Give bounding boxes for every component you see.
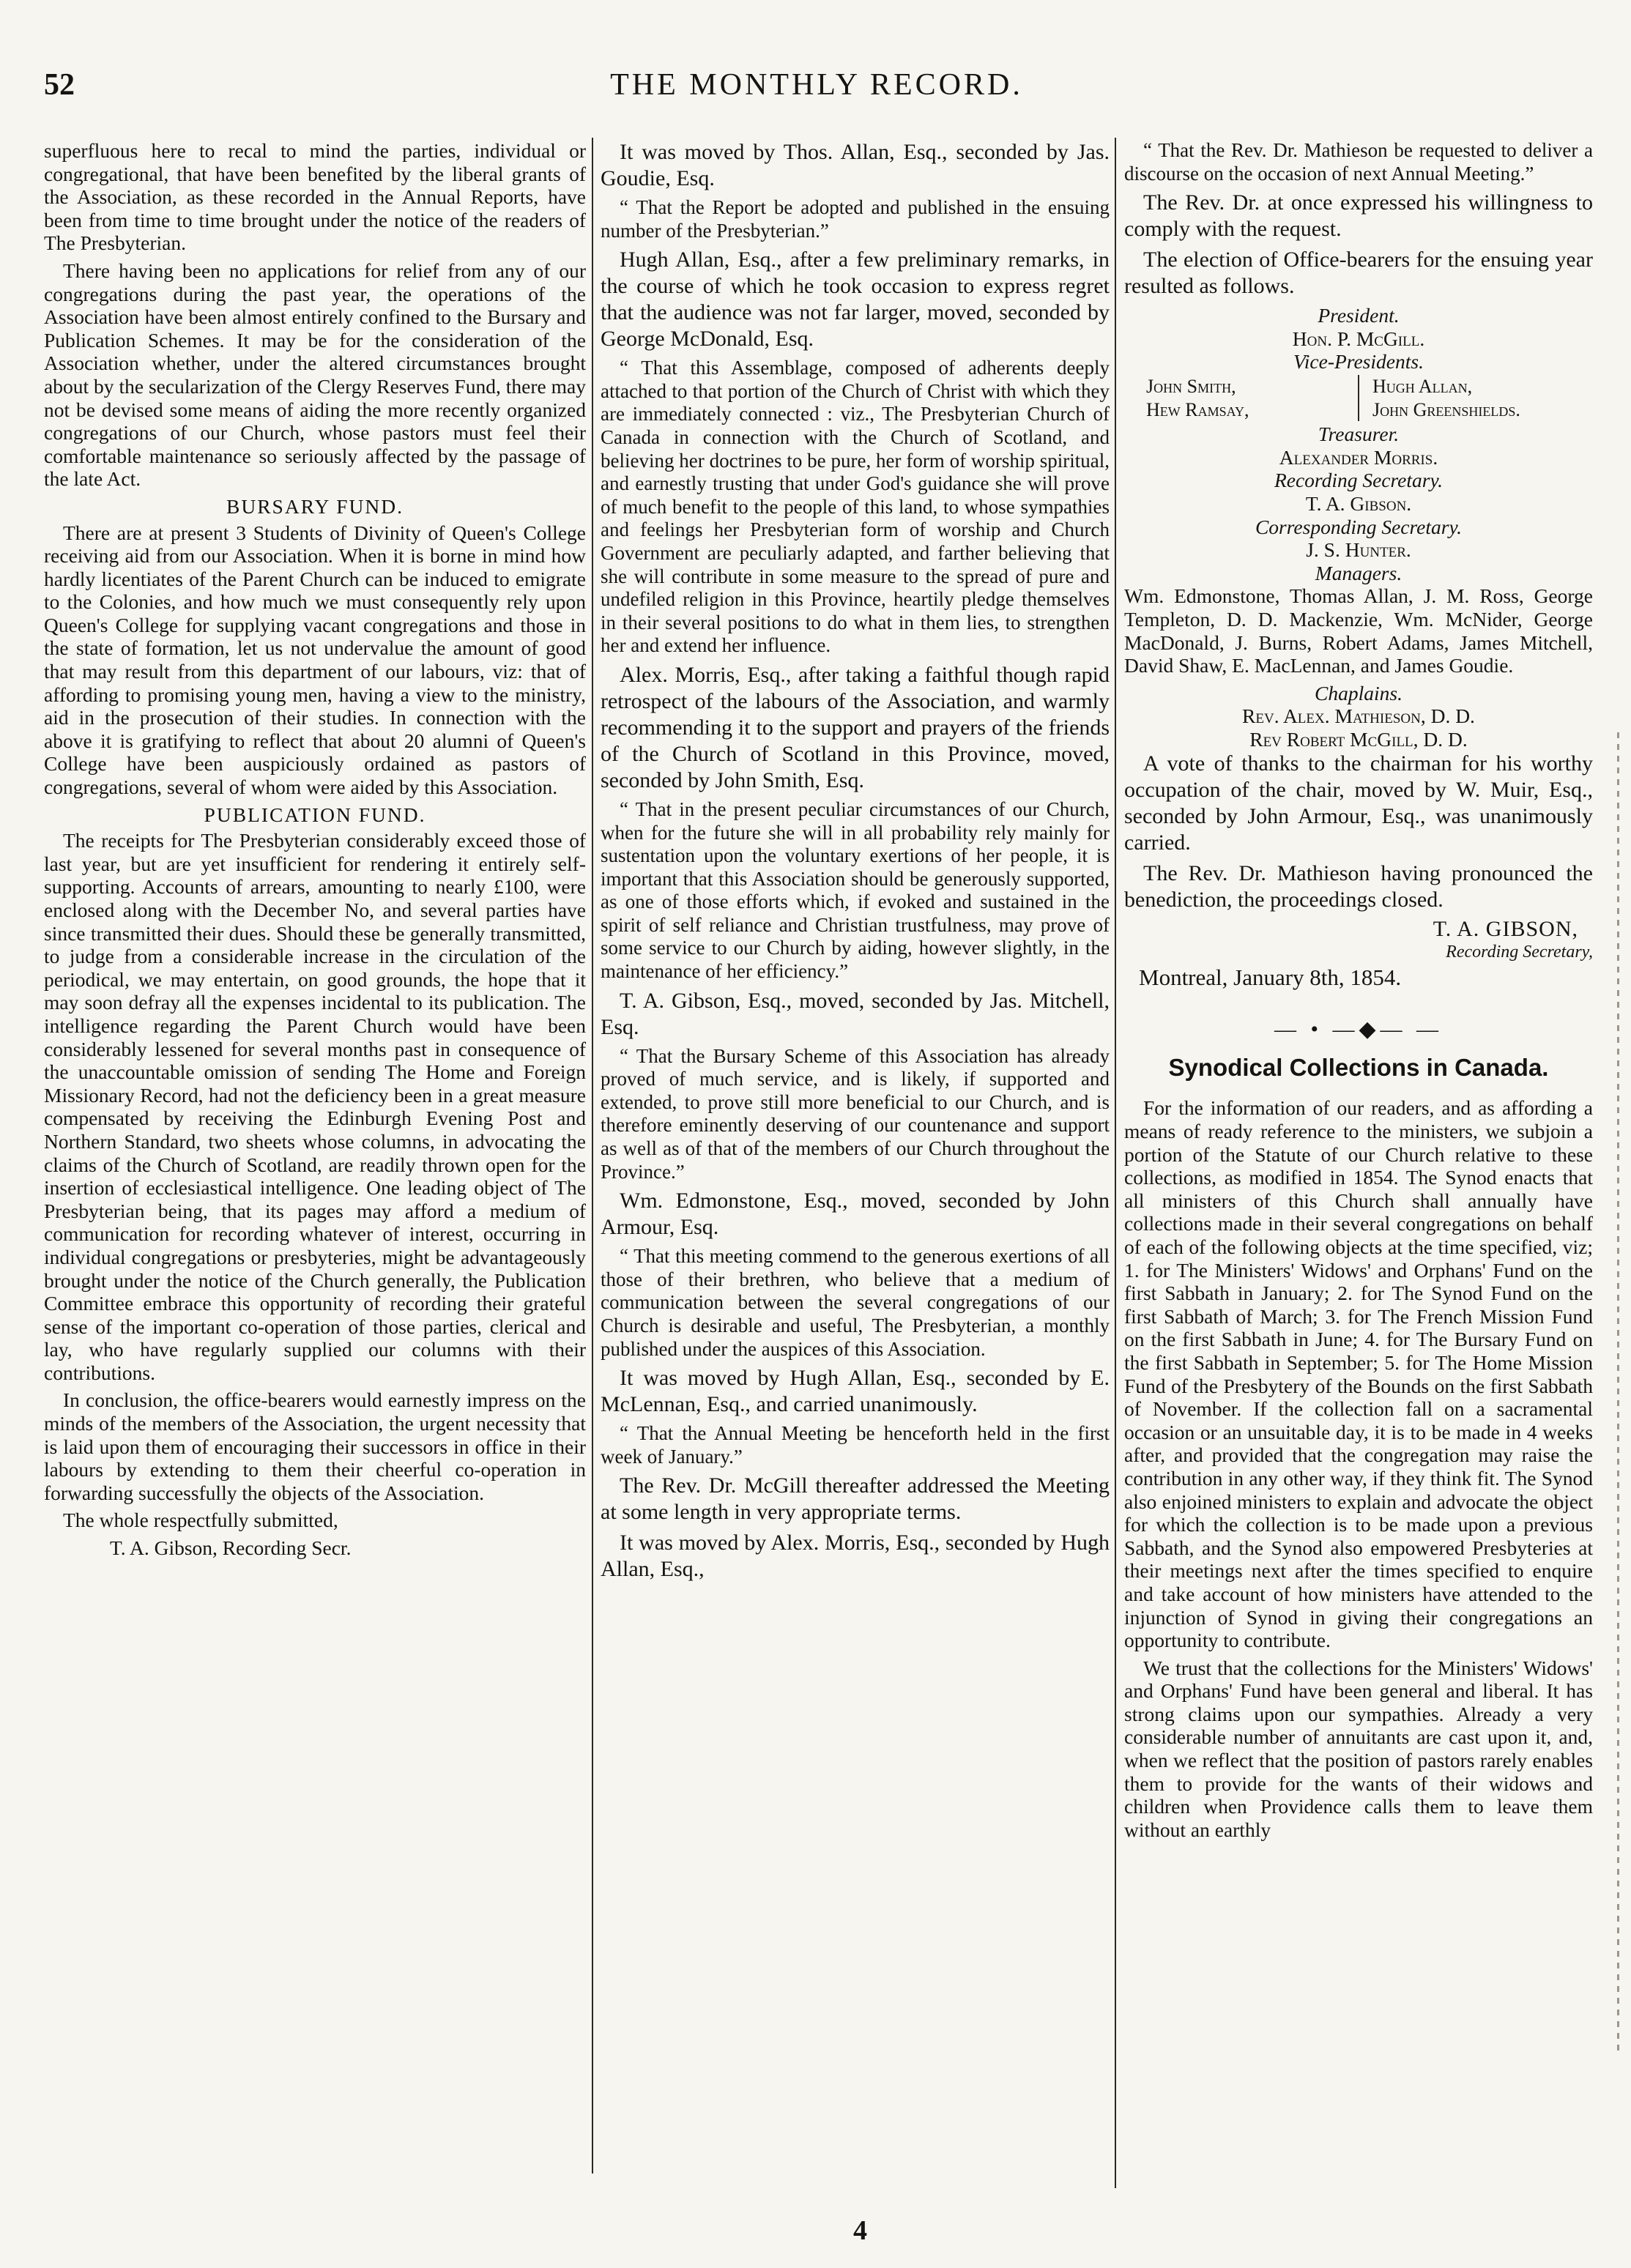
paragraph: We trust that the collections for the Ministers' Widows' and Orphans' Fund have been general and liberal. It has strong claims upon our sympathies. Already a very considerable number of annuitants are cast upon it, and, when we reflect that the position of pastors rarely enables them to provide for the wants of their widows and children when Providence calls them to leave them without an earthly	[1124, 1656, 1593, 1841]
resolution: “ That in the present peculiar circumstances of our Church, when for the future she will in all probability rely mainly for sustentation upon the voluntary exertions of her people, it is important that this Association should be generously supported, as one of those efforts which, if evoked and sustained in the spirit of self reliance and Christian trustfulness, may prove of some service to our Church by aiding, however slightly, in the maintenance of her efficiency.”	[601, 797, 1110, 983]
column-left	[44, 139, 586, 1564]
resolution: “ That the Annual Meeting be henceforth held in the first week of January.”	[601, 1422, 1110, 1468]
paragraph: The Rev. Dr. Mathieson having pronounced the benediction, the proceedings closed.	[1124, 861, 1593, 912]
officer-title: Chaplains.	[1315, 681, 1402, 704]
dateline: Montreal, January 8th, 1854.	[1139, 964, 1402, 990]
section-heading: PUBLICATION FUND.	[204, 803, 426, 826]
signature: T. A. Gibson, Recording Secr.	[110, 1536, 352, 1560]
officer-name: T. A. Gibson.	[1305, 491, 1412, 515]
officer-name: Hon. P. McGill.	[1292, 327, 1425, 350]
column-rule	[1115, 138, 1116, 2188]
section-heading: BURSARY FUND.	[226, 494, 404, 518]
paragraph: It was moved by Alex. Morris, Esq., seconded by Hugh Allan, Esq.,	[601, 1531, 1110, 1582]
paragraph: A vote of thanks to the chairman for his worthy occupation of the chair, moved by W. Muir, Esq., seconded by John Armour, Esq., was unanimously carried.	[1124, 751, 1593, 855]
officer-name: Alexander Morris.	[1279, 445, 1438, 469]
page-edge	[1617, 732, 1619, 2051]
divider	[1358, 375, 1359, 421]
paragraph: The whole respectfully submitted,	[63, 1509, 338, 1532]
paragraph: It was moved by Thos. Allan, Esq., seconded by Jas. Goudie, Esq.	[601, 140, 1110, 190]
signature: T. A. GIBSON,	[1433, 917, 1578, 942]
article-title: Synodical Collections in Canada.	[1168, 1053, 1549, 1081]
signature-title: Recording Secretary,	[1446, 942, 1593, 962]
paragraph: There having been no applications for relief from any of our congregations during the past year, the operations of the Association have been almost entirely confined to the Bursary and Publication Schemes. It may be for the consideration of the Association whether, under the altered circumstances brought about by the secularization of the Clergy Reserves Fund, there may not be devised some means of aiding the more recently organized congregations of our Church, whose pastors must feel their comfortable maintenance so seriously affected by the passage of the late Act.	[44, 259, 586, 491]
paragraph: Alex. Morris, Esq., after taking a faithful though rapid retrospect of the labours of the Association, and warmly recommending it to the support and prayers of the friends of the Church of Scotland in this Province, moved, seconded by John Smith, Esq.	[601, 662, 1110, 792]
signature-mark: 4	[853, 2215, 867, 2246]
paragraph: The election of Office-bearers for the ensuing year resulted as follows.	[1124, 248, 1593, 299]
officer-title: President.	[1318, 304, 1400, 327]
paragraph: Wm. Edmonstone, Esq., moved, seconded by John Armour, Esq.	[601, 1189, 1110, 1240]
managers-list: Wm. Edmonstone, Thomas Allan, J. M. Ross, George Templeton, D. D. Mackenzie, Wm. McNider, George MacDonald, J. Burns, Robert Adams, James Mitchell, David Shaw, E. MacLennan, and James Goudie.	[1124, 584, 1593, 677]
paragraph: The receipts for The Presbyterian considerably exceed those of last year, but are yet insufficient for rendering it entirely self-supporting. Accounts of arrears, amounting to nearly £100, were enclosed along with the December No, and several parties have since transmitted their dues. Should these be generally transmitted, to judge from a considerable increase in the circulation of the periodical, we may entertain, on good grounds, the hope that it may soon defray all the expenses incidental to its publication. The intelligence regarding the Parent Church would have been considerably lessened for several months past in consequence of the unaccountable omission of sending The Home and Foreign Missionary Record, had not the deficiency been in a great measure compensated by receiving the Edinburgh Evening Post and Northern Standard, two sheets whose columns, in advocating the claims of the Church of Scotland, are readily thrown open for the insertion of ecclesiastical intelligence. One leading object of The Presbyterian being, that its pages may afford a medium of communication for recording whatever of interest, occurring in individual congregations or presbyteries, might be advantageously brought under the notice of the Church generally, the Publication Committee embrace this opportunity of recording their grateful sense of the important co-operation of those parties, clerical and lay, who have regularly supplied our columns with their contributions.	[44, 829, 586, 1384]
officer-name: Hugh Allan,	[1372, 375, 1473, 397]
paragraph: For the information of our readers, and as affording a means of ready reference to the ministers, we subjoin a portion of the Statute of our Church relative to these collections, as modified in 1854. The Synod enacts that all ministers of this Church shall annually have collections made in their several congregations on behalf of each of the following objects at the time specified, viz; 1. for The Ministers' Widows' and Orphans' Fund on the first Sabbath in January; 2. for The Synod Fund on the first Sabbath of March; 3. for The French Mission Fund on the first Sabbath in June; 4. for The Bursary Fund on the first Sabbath in September; 5. for The Home Mission Fund of the Presbytery of the Bounds on the first Sabbath of November. If the collection fall on a sacramental occasion or an unsuitable day, it is to be made in 4 weeks after, and provided that the congregation may raise the contribution in any other way, if they think fit. The Synod also enjoined ministers to explain and advocate the object for which the collection is to be made upon a previous Sabbath, and the Synod also empowered Presbyteries at their meetings next after the times specified to enquire and take account of how ministers have attended to the injunction of Synod in giving their congregations an opportunity to contribute.	[1124, 1096, 1593, 1652]
resolution: “ That the Rev. Dr. Mathieson be requested to deliver a discourse on the occasion of next Annual Meeting.”	[1124, 139, 1593, 185]
page-number: 52	[44, 68, 75, 102]
officer-title: Treasurer.	[1318, 423, 1400, 446]
resolution: “ That this meeting commend to the generous exertions of all those of their brethren, who believe that a medium of communication between the several congregations of our Church is desirable and useful, The Presbyterian, a monthly published under the auspices of this Association.	[601, 1245, 1110, 1360]
officer-name: John Smith,	[1146, 375, 1236, 397]
officer-name: Hew Ramsay,	[1146, 398, 1249, 420]
officer-title: Managers.	[1315, 561, 1402, 584]
resolution: “ That this Assemblage, composed of adherents deeply attached to that portion of the Church of Christ with which they are immediately connected : viz., The Presbyterian Church of Canada in connection with the Church of Scotland, and believing her doctrines to be pure, her form of worship spiritual, and earnestly trusting that under God's guidance she will prove of much benefit to the people of this land, to whose sympathies and feelings her Presbyterian form of worship and Church Government are peculiarly adapted, and farther believing that she will contribute in some measure to the spread of pure and undefiled religion in this Province, heartily pledge themselves in their several positions to do what in them lies, to strengthen her and extend her influence.	[601, 357, 1110, 657]
ornament: — • —◆— —	[1274, 1017, 1444, 1042]
resolution: “ That the Bursary Scheme of this Association has already proved of much service, and is likely, if supported and extended, to prove still more beneficial to our Church, and is therefore eminently deserving of our countenance and support as well as of that of the members of our Church throughout the Province.”	[601, 1044, 1110, 1183]
paragraph: In conclusion, the office-bearers would earnestly impress on the minds of the members of the Association, the urgent necessity that is laid upon them of encouraging their successors in office in their labours by extending to them their cheerful co-operation in forwarding successfully the objects of the Association.	[44, 1388, 586, 1504]
vice-presidents	[1146, 375, 1571, 421]
paragraph: It was moved by Hugh Allan, Esq., seconded by E. McLennan, Esq., and carried unanimously.	[601, 1366, 1110, 1417]
officer-name: Rev. Alex. Mathieson, D. D.	[1242, 704, 1475, 728]
paragraph: T. A. Gibson, Esq., moved, seconded by Jas. Mitchell, Esq.	[601, 988, 1110, 1039]
officer-name: John Greenshields.	[1372, 398, 1520, 420]
resolution: “ That the Report be adopted and published in the ensuing number of the Presbyterian.”	[601, 196, 1110, 242]
officer-name: Rev Robert McGill, D. D.	[1249, 727, 1468, 751]
page-header	[44, 67, 1589, 126]
officer-name: J. S. Hunter.	[1306, 538, 1411, 562]
column-middle	[601, 139, 1110, 1587]
column-right	[1124, 139, 1593, 1845]
paragraph: The Rev. Dr. at once expressed his willingness to comply with the request.	[1124, 190, 1593, 242]
paragraph: There are at present 3 Students of Divinity of Queen's College receiving aid from our Association. When it is borne in mind how hardly licentiates of the Parent Church can be induced to emigrate to the Colonies, and how much we must consequently rely upon Queen's College for supplying vacant congregations and those in the state of formation, let us not undervalue the amount of good that may result from this department of our labours, viz: that of affording to promising young men, having a view to the ministry, aid in the prosecution of their studies. In connection with the above it is gratifying to reflect that about 20 alumni of Queen's College have been auspiciously ordained as pastors of congregations, several of whom were aided by this Association.	[44, 521, 586, 799]
running-title: THE MONTHLY RECORD.	[610, 68, 1023, 102]
column-rule	[592, 138, 593, 2174]
officer-title: Recording Secretary.	[1274, 469, 1444, 492]
paragraph: The Rev. Dr. McGill thereafter addressed the Meeting at some length in very appropriate terms.	[601, 1473, 1110, 1525]
paragraph: Hugh Allan, Esq., after a few preliminary remarks, in the course of which he took occasion to express regret that the audience was not far larger, moved, seconded by George McDonald, Esq.	[601, 248, 1110, 352]
officer-title: Vice-Presidents.	[1293, 350, 1424, 373]
paragraph: superfluous here to recal to mind the parties, individual or congregational, that have been benefited by the liberal grants of the Association, as these recorded in the Annual Reports, have been from time to time brought under the notice of the readers of The Presbyterian.	[44, 139, 586, 255]
officer-title: Corresponding Secretary.	[1255, 515, 1463, 538]
